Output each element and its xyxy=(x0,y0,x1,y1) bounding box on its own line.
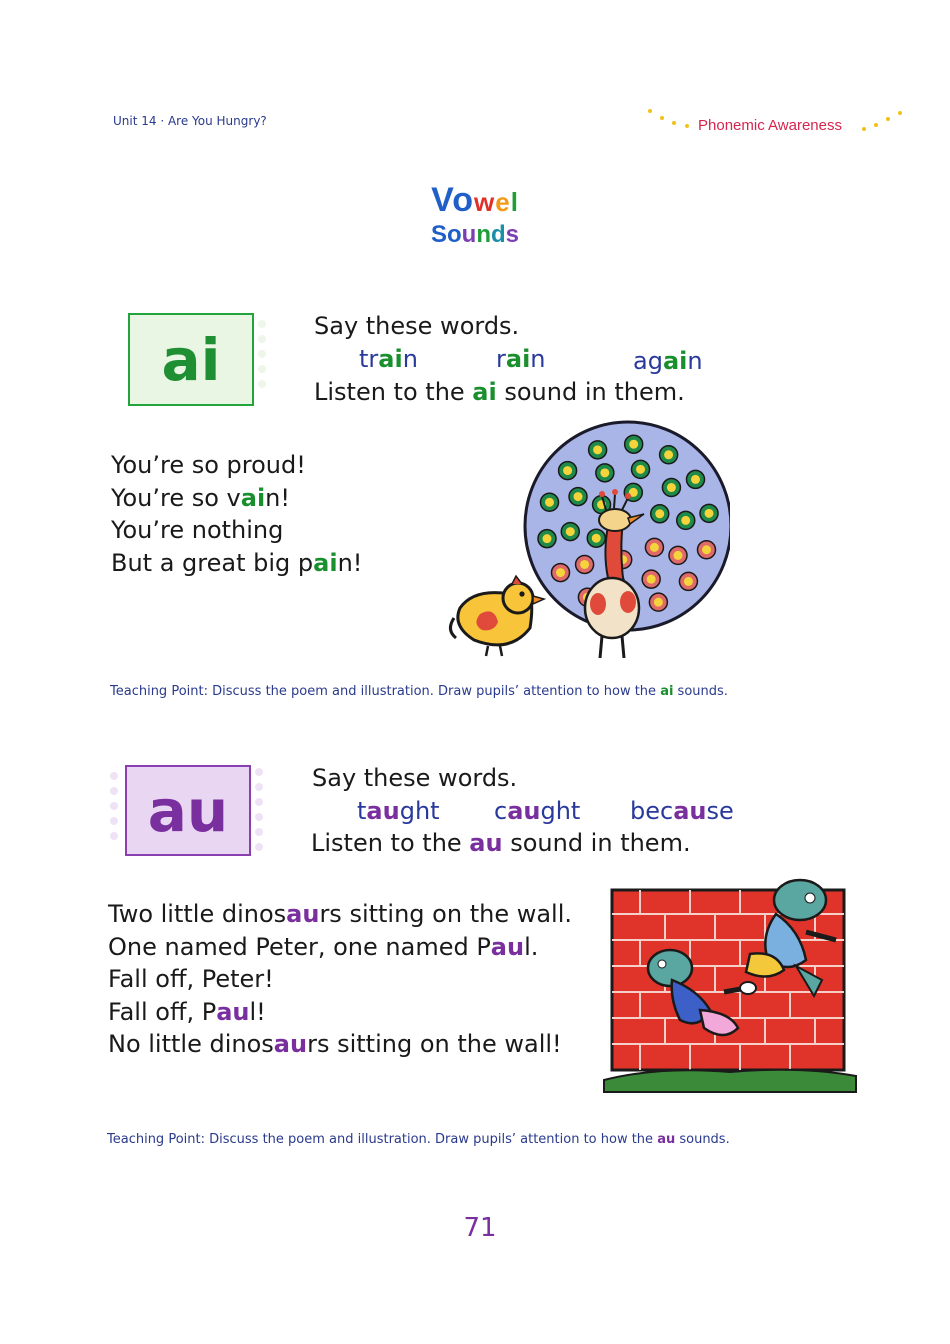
au-word-because: because xyxy=(630,797,734,825)
eyespot-center xyxy=(664,450,673,459)
eyespot-center xyxy=(705,509,714,518)
title-line-1 xyxy=(400,183,550,219)
au-listen: Listen to the au sound in them. xyxy=(311,829,691,857)
title-line-2 xyxy=(400,221,550,249)
ai-letter-card: ai xyxy=(128,313,254,406)
eyespot-center xyxy=(600,468,609,477)
eyespot-center xyxy=(655,509,664,518)
au-word-taught: taught xyxy=(357,797,440,825)
eyespot-center xyxy=(636,465,645,474)
decor-dot xyxy=(898,111,902,115)
poem-line: Fall off, Paul! xyxy=(108,997,266,1026)
decor-dot xyxy=(648,109,652,113)
au-card-dots-right xyxy=(255,768,265,858)
eyespot-center xyxy=(673,551,682,560)
decor-dot xyxy=(886,117,890,121)
poem-line: One named Peter, one named Paul. xyxy=(108,932,539,961)
title-letter: e xyxy=(495,187,511,217)
ai-word-again: again xyxy=(633,347,703,375)
title-letter: V xyxy=(431,181,453,219)
au-teaching-point: Teaching Point: Discuss the poem and illustration. Draw pupils’ attention to how the au sounds. xyxy=(107,1132,730,1147)
ai-teaching-point: Teaching Point: Discuss the poem and illustration. Draw pupils’ attention to how the ai sounds. xyxy=(110,684,728,699)
title-letter: l xyxy=(510,187,519,217)
eyespot-center xyxy=(647,575,656,584)
title-letter: o xyxy=(452,181,474,219)
poem-line: You’re so vain! xyxy=(111,483,291,512)
title-letter: o xyxy=(446,221,462,248)
ai-poem xyxy=(111,449,362,579)
eyespot-center xyxy=(593,445,602,454)
au-letter-card: au xyxy=(125,765,251,856)
title-letter: S xyxy=(430,221,447,248)
ai-word-train: train xyxy=(359,345,418,373)
eyespot-center xyxy=(691,475,700,484)
eyespot-center xyxy=(702,545,711,554)
ai-say-words: Say these words. xyxy=(314,312,520,340)
poem-line: But a great big pain! xyxy=(111,548,363,577)
eyespot-center xyxy=(556,568,565,577)
decor-dot xyxy=(874,123,878,127)
title-letter: w xyxy=(474,187,496,217)
au-word-caught: caught xyxy=(494,797,581,825)
ai-word-rain: rain xyxy=(496,345,546,373)
decor-dot xyxy=(660,116,664,120)
decor-dot xyxy=(672,121,676,125)
eyespot-center xyxy=(681,516,690,525)
section-header xyxy=(640,105,910,145)
poem-line: Fall off, Peter! xyxy=(108,965,274,993)
eyespot-center xyxy=(592,534,601,543)
ai-listen: Listen to the ai sound in them. xyxy=(314,378,685,406)
au-say-words: Say these words. xyxy=(312,764,518,792)
title-letter: d xyxy=(491,221,506,248)
page-title xyxy=(400,183,550,249)
poem-line: You’re nothing xyxy=(111,516,284,544)
eyespot-center xyxy=(654,598,663,607)
eyespot-center xyxy=(542,534,551,543)
title-letter: u xyxy=(461,221,477,248)
poem-line: You’re so proud! xyxy=(111,451,306,479)
eyespot-center xyxy=(650,543,659,552)
dinosaur-wall-illustration xyxy=(600,870,860,1095)
eyespot-center xyxy=(545,498,554,507)
unit-header: Unit 14 · Are You Hungry? xyxy=(113,114,267,128)
eyespot-center xyxy=(563,466,572,475)
decor-dot xyxy=(685,124,689,128)
peacock-illustration xyxy=(430,418,730,666)
eyespot-center xyxy=(574,492,583,501)
title-letter: n xyxy=(476,221,491,248)
poem-line: Two little dinosaurs sitting on the wall. xyxy=(108,900,573,928)
au-card-dots-left xyxy=(110,772,120,847)
ai-card-dots xyxy=(258,320,268,395)
page-number: 71 xyxy=(463,1213,497,1243)
eyespot-center xyxy=(629,440,638,449)
au-poem xyxy=(108,898,572,1061)
eyespot-center xyxy=(566,527,575,536)
eyespot-center xyxy=(684,577,693,586)
decor-dot xyxy=(862,127,866,131)
poem-line: No little dinosaurs sitting on the wall! xyxy=(108,1030,562,1058)
eyespot-center xyxy=(667,483,676,492)
title-letter: s xyxy=(505,221,520,248)
eyespot-center xyxy=(580,560,589,569)
section-label: Phonemic Awareness xyxy=(698,117,842,134)
